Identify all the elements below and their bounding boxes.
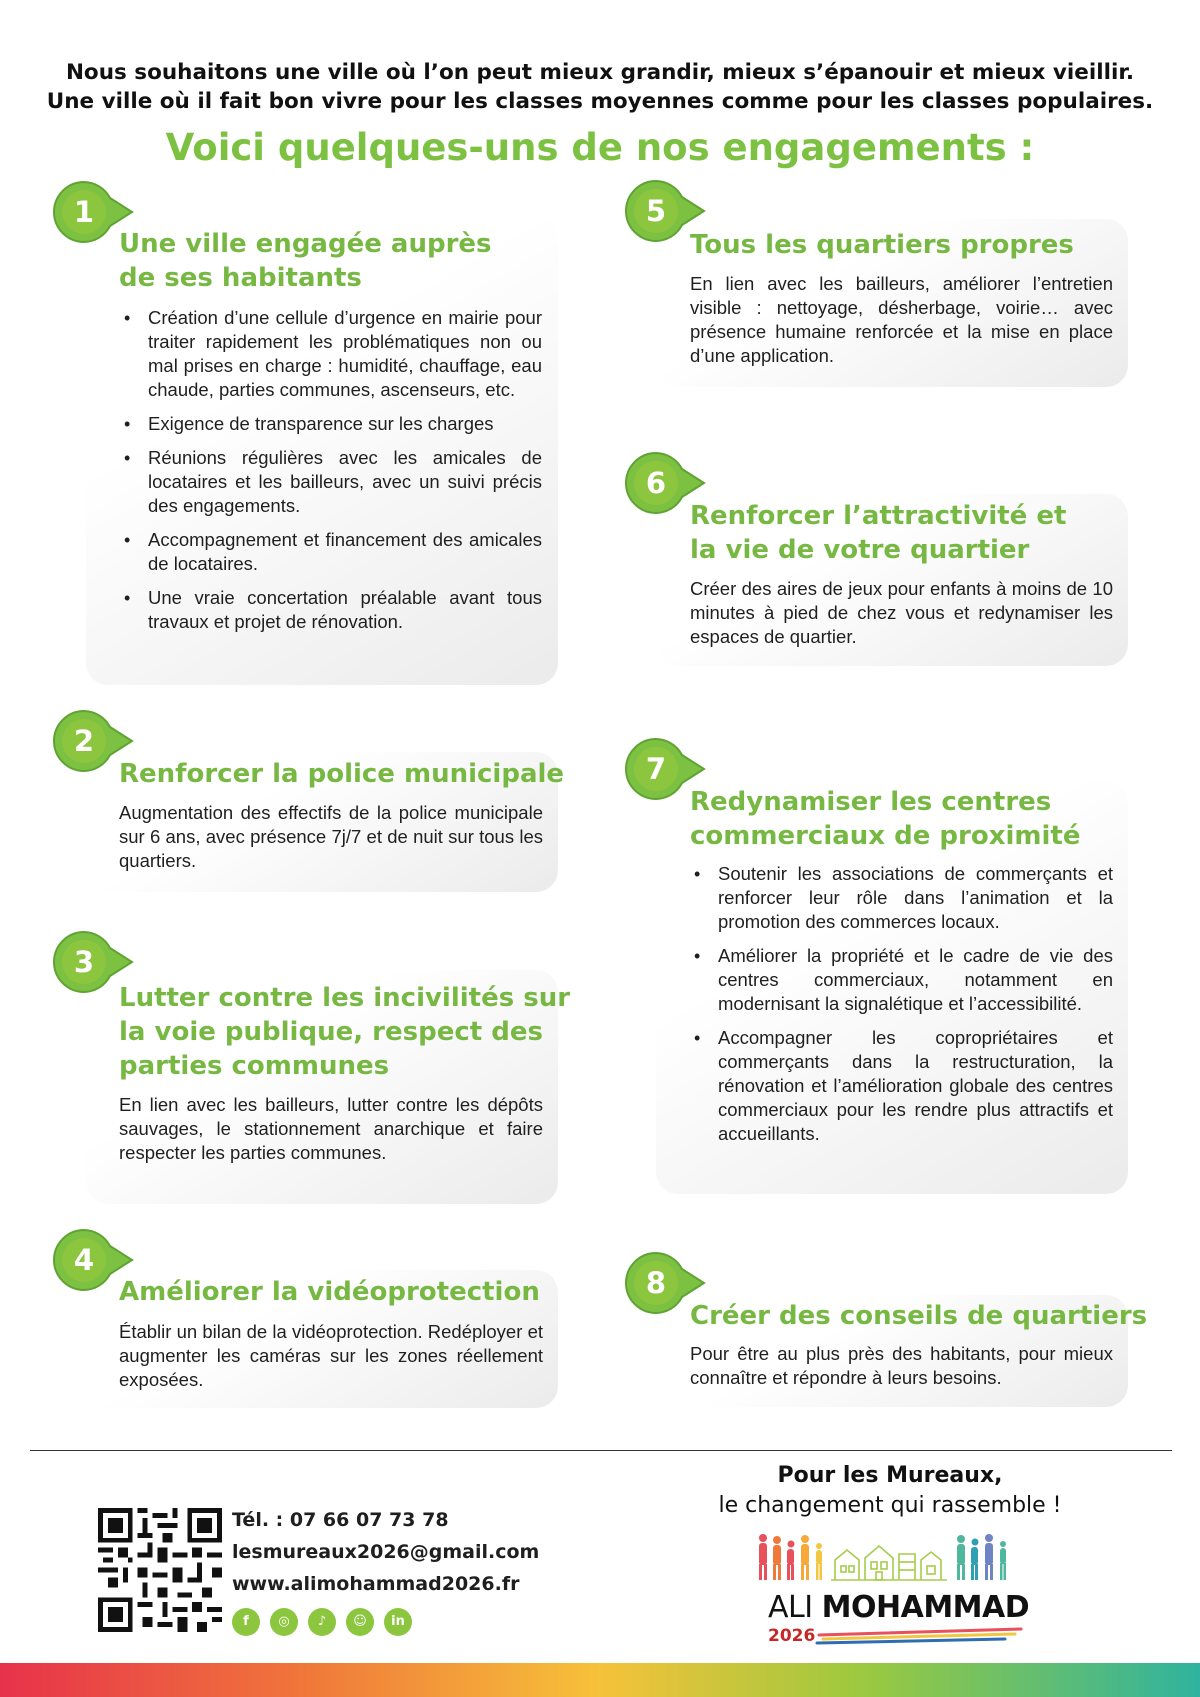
candidate-name-logo: ALI MOHAMMAD: [768, 1590, 1030, 1625]
engagement-text-8: Pour être au plus près des habitants, pour mieux connaître et répondre à leurs besoins.: [690, 1343, 1113, 1388]
qr-code[interactable]: [98, 1508, 222, 1632]
logo-underline-strokes: [815, 1627, 1025, 1647]
website-link[interactable]: www.alimohammad2026.fr: [232, 1573, 520, 1595]
engagement-text-2: Augmentation des effectifs de la police municipale sur 6 ans, avec présence 7j/7 et de nuit sur tous les quartiers.: [119, 802, 543, 871]
footer-divider: [30, 1450, 1172, 1451]
list-item: • Une vraie concertation préalable avant tous travaux et projet de rénovation.: [118, 586, 542, 634]
number-badge-2: [52, 709, 116, 773]
number-badge-5: [624, 179, 688, 243]
instagram-icon[interactable]: ◎: [270, 1608, 298, 1636]
phone-number[interactable]: Tél. : 07 66 07 73 78: [232, 1509, 449, 1531]
badge-number: 8: [645, 1266, 667, 1300]
badge-number: 4: [73, 1243, 95, 1277]
list-item: • Accompagner les copropriétaires et commerçants dans la restructuration, la rénovation et l’amélioration globale des centres commerciaux pour les rendre plus attractifs et accueillants.: [688, 1026, 1113, 1146]
engagement-title-8: Créer des conseils de quartiers: [690, 1301, 1148, 1331]
engagement-title-6: Renforcer l’attractivité et la vie de votre quartier: [690, 501, 1067, 565]
list-item: • Soutenir les associations de commerçants et renforcer leur rôle dans l’animation et la promotion des commerces locaux.: [688, 862, 1113, 934]
intro-line-1: Nous souhaitons une ville où l’on peut mieux grandir, mieux s’épanouir et mieux vieillir.: [65, 60, 1135, 85]
engagement-title-5: Tous les quartiers propres: [690, 230, 1074, 260]
intro-line-2: Une ville où il fait bon vivre pour les classes moyennes comme pour les classes populaires.: [46, 89, 1154, 114]
engagement-title-1: Une ville engagée auprès de ses habitants: [119, 229, 492, 293]
badge-number: 6: [645, 466, 667, 500]
number-badge-4: [52, 1228, 116, 1292]
logo-year: 2026: [768, 1626, 816, 1646]
number-badge-6: [624, 451, 688, 515]
engagement-bullets-1: [118, 306, 542, 644]
badge-number: 7: [645, 752, 667, 786]
list-item: • Création d’une cellule d’urgence en mairie pour traiter rapidement les problématiques non ou mal prises en charge : humidité, chauffage, eau chaude, parties communes, ascenseurs, etc.: [118, 306, 542, 402]
engagement-text-3: En lien avec les bailleurs, lutter contre les dépôts sauvages, le stationnement anarchique et faire respecter les parties communes.: [119, 1094, 543, 1163]
engagement-title-2: Renforcer la police municipale: [119, 759, 565, 789]
number-badge-3: [52, 930, 116, 994]
engagement-title-3: Lutter contre les incivilités sur la voie publique, respect des parties communes: [119, 983, 571, 1081]
engagement-bullets-7: [688, 862, 1113, 1156]
slogan-line-1: Pour les Mureaux,: [777, 1463, 1003, 1488]
rainbow-bottom-band: [0, 1663, 1200, 1697]
badge-number: 3: [73, 945, 95, 979]
badge-number: 5: [645, 194, 667, 228]
snapchat-icon[interactable]: ☺: [346, 1608, 374, 1636]
engagement-text-6: Créer des aires de jeux pour enfants à moins de 10 minutes à pied de chez vous et redynamiser les espaces de quartier.: [690, 578, 1113, 647]
list-item: • Réunions régulières avec les amicales de locataires et les bailleurs, avec un suivi précis des engagements.: [118, 446, 542, 518]
intro-text: [40, 58, 1160, 116]
engagement-title-7: Redynamiser les centres commerciaux de proximité: [690, 787, 1081, 851]
page-title: Voici quelques-uns de nos engagements :: [165, 126, 1035, 169]
engagement-text-5: En lien avec les bailleurs, améliorer l’entretien visible : nettoyage, désherbage, voirie… avec présence humaine renforcée et la mise en place d’une application.: [690, 273, 1113, 366]
crowd-illustration: [755, 1530, 1025, 1582]
number-badge-7: [624, 737, 688, 801]
list-item: • Accompagnement et financement des amicales de locataires.: [118, 528, 542, 576]
list-item: • Exigence de transparence sur les charges: [118, 412, 542, 436]
number-badge-8: [624, 1251, 688, 1315]
slogan-line-2: le changement qui rassemble !: [718, 1493, 1062, 1518]
number-badge-1: [52, 180, 116, 244]
engagement-title-4: Améliorer la vidéoprotection: [119, 1277, 540, 1307]
social-links: [232, 1608, 412, 1636]
email-link[interactable]: lesmureaux2026@gmail.com: [232, 1541, 540, 1563]
list-item: • Améliorer la propriété et le cadre de vie des centres commerciaux, notamment en modernisant la signalétique et l’accessibilité.: [688, 944, 1113, 1016]
badge-number: 2: [73, 724, 95, 758]
facebook-icon[interactable]: f: [232, 1608, 260, 1636]
badge-number: 1: [73, 195, 95, 229]
tiktok-icon[interactable]: ♪: [308, 1608, 336, 1636]
linkedin-icon[interactable]: in: [384, 1608, 412, 1636]
engagement-text-4: Établir un bilan de la vidéoprotection. Redéployer et augmenter les caméras sur les zones réellement exposées.: [119, 1321, 543, 1390]
